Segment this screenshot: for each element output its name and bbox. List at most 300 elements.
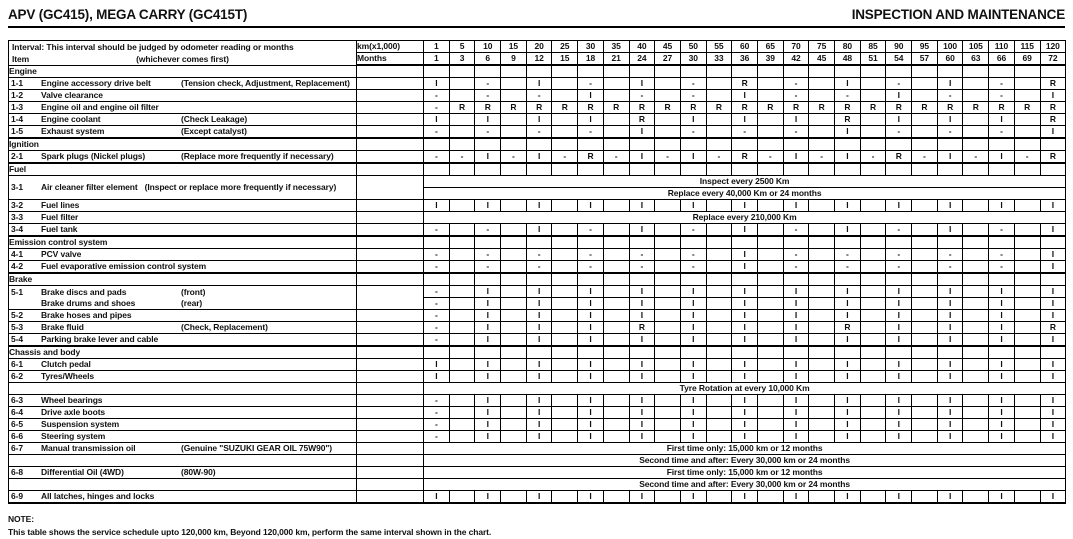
item-number: 4-1: [11, 249, 23, 259]
mark-cell: [963, 407, 989, 419]
km-value-cell: 115: [1014, 41, 1040, 53]
interval-spacer-cell: [357, 200, 424, 212]
mark-cell: I: [732, 310, 758, 322]
mark-cell: I: [835, 359, 861, 371]
mark-cell: [501, 286, 527, 298]
mark-cell: [501, 78, 527, 90]
interval-spacer-cell: [357, 212, 424, 224]
km-value-cell: 120: [1040, 41, 1066, 53]
mark-cell: [757, 286, 783, 298]
note-block: [8, 513, 1065, 539]
mark-cell: [603, 310, 629, 322]
mark-cell: [809, 359, 835, 371]
item-label-cell: [9, 467, 357, 479]
interval-spacer-cell: [357, 491, 424, 504]
mark-cell: [937, 65, 963, 78]
item-detail-paren: (80W-90): [181, 467, 216, 477]
item-number: 5-2: [11, 310, 23, 320]
mark-cell: [552, 273, 578, 286]
mark-cell: I: [1040, 249, 1066, 261]
mark-cell: [501, 359, 527, 371]
mark-cell: I: [680, 322, 706, 334]
mark-cell: [475, 65, 501, 78]
page-subtitle: INSPECTION AND MAINTENANCE: [851, 7, 1065, 22]
item-label-cell: [9, 114, 357, 126]
mark-cell: -: [629, 249, 655, 261]
mark-cell: [912, 359, 938, 371]
mark-cell: -: [989, 249, 1015, 261]
mark-cell: [835, 65, 861, 78]
merged-note-row: [9, 455, 1066, 467]
interval-note-line2: [9, 53, 356, 65]
mark-cell: [449, 298, 475, 310]
item-label-cell: [9, 310, 357, 322]
mark-cell: I: [526, 334, 552, 347]
mark-cell: I: [526, 286, 552, 298]
mark-cell: -: [835, 261, 861, 274]
item-number: 3-3: [11, 212, 23, 222]
km-value-cell: 70: [783, 41, 809, 53]
mark-cell: [912, 334, 938, 347]
mark-cell: -: [886, 249, 912, 261]
mark-cell: I: [526, 491, 552, 504]
mark-cell: I: [886, 334, 912, 347]
item-label-line: [9, 431, 356, 442]
mark-cell: [860, 431, 886, 443]
mark-cell: -: [424, 407, 450, 419]
mark-cell: I: [1040, 334, 1066, 347]
mark-cell: -: [424, 322, 450, 334]
mark-cell: [475, 163, 501, 176]
mark-cell: [1014, 407, 1040, 419]
mark-cell: I: [526, 322, 552, 334]
mark-cell: [680, 273, 706, 286]
merged-note-row: [9, 383, 1066, 395]
mark-cell: I: [835, 310, 861, 322]
mark-cell: [1014, 163, 1040, 176]
mark-cell: -: [424, 249, 450, 261]
mark-cell: I: [783, 395, 809, 407]
mark-cell: R: [783, 102, 809, 114]
mark-cell: [757, 431, 783, 443]
month-value-cell: 60: [937, 53, 963, 66]
item-label-line: [9, 322, 356, 333]
mark-cell: [835, 236, 861, 249]
mark-cell: [501, 407, 527, 419]
mark-cell: [629, 163, 655, 176]
mark-cell: [603, 138, 629, 151]
item-number: 1-4: [11, 114, 23, 124]
mark-cell: I: [424, 114, 450, 126]
mark-cell: [706, 310, 732, 322]
mark-cell: [835, 163, 861, 176]
mark-cell: [552, 346, 578, 359]
item-label-cell: [9, 249, 357, 261]
mark-cell: [963, 346, 989, 359]
mark-cell: I: [886, 407, 912, 419]
mark-cell: -: [578, 261, 604, 274]
item-label-line: [9, 249, 356, 260]
mark-cell: [809, 163, 835, 176]
mark-cell: [757, 371, 783, 383]
mark-cell: [629, 236, 655, 249]
mark-cell: [963, 298, 989, 310]
interval-spacer-cell: [357, 322, 424, 334]
mark-cell: [860, 78, 886, 90]
mark-cell: [603, 200, 629, 212]
mark-cell: [603, 334, 629, 347]
item-row: [9, 151, 1066, 164]
mark-cell: [886, 273, 912, 286]
mark-cell: [1014, 431, 1040, 443]
mark-cell: I: [835, 491, 861, 504]
item-name: Differential Oil (4WD): [41, 467, 124, 477]
mark-cell: I: [989, 371, 1015, 383]
mark-cell: I: [1040, 371, 1066, 383]
mark-cell: [655, 126, 681, 139]
item-label-line: [9, 102, 356, 113]
mark-cell: I: [629, 310, 655, 322]
mark-cell: R: [680, 102, 706, 114]
mark-cell: I: [783, 310, 809, 322]
mark-cell: I: [578, 359, 604, 371]
mark-cell: I: [629, 126, 655, 139]
mark-cell: [912, 224, 938, 237]
mark-cell: [680, 163, 706, 176]
mark-cell: I: [835, 151, 861, 164]
item-label-cell: [9, 334, 357, 347]
mark-cell: [449, 78, 475, 90]
mark-cell: I: [783, 114, 809, 126]
mark-cell: [989, 163, 1015, 176]
mark-cell: [963, 419, 989, 431]
mark-cell: [706, 286, 732, 298]
mark-cell: [860, 322, 886, 334]
mark-cell: I: [732, 431, 758, 443]
mark-cell: [655, 298, 681, 310]
mark-cell: [1014, 200, 1040, 212]
item-detail-paren: (Tension check, Adjustment, Replacement): [181, 78, 350, 88]
mark-cell: I: [1040, 310, 1066, 322]
mark-cell: I: [732, 371, 758, 383]
mark-cell: [501, 491, 527, 504]
merged-note-cell: Replace every 210,000 Km: [424, 212, 1066, 224]
month-value-cell: 54: [886, 53, 912, 66]
mark-cell: [603, 78, 629, 90]
mark-cell: I: [526, 419, 552, 431]
item-name: Engine accessory drive belt: [41, 78, 151, 88]
mark-cell: -: [629, 261, 655, 274]
mark-cell: I: [937, 371, 963, 383]
interval-spacer-cell: [357, 407, 424, 419]
month-value-cell: 57: [912, 53, 938, 66]
mark-cell: [449, 371, 475, 383]
mark-cell: -: [860, 151, 886, 164]
interval-spacer-cell: [357, 359, 424, 371]
mark-cell: I: [732, 407, 758, 419]
km-value-cell: 110: [989, 41, 1015, 53]
mark-cell: I: [578, 286, 604, 298]
interval-spacer-cell: [357, 419, 424, 431]
mark-cell: R: [835, 114, 861, 126]
mark-cell: -: [424, 102, 450, 114]
mark-cell: [449, 322, 475, 334]
mark-cell: I: [680, 491, 706, 504]
mark-cell: [603, 359, 629, 371]
item-name: Clutch pedal: [41, 359, 91, 369]
item-label-cell: [9, 200, 357, 212]
mark-cell: [912, 431, 938, 443]
mark-cell: [655, 491, 681, 504]
mark-cell: I: [937, 310, 963, 322]
month-value-cell: 39: [757, 53, 783, 66]
mark-cell: [886, 236, 912, 249]
mark-cell: [809, 236, 835, 249]
mark-cell: I: [1040, 126, 1066, 139]
mark-cell: [655, 65, 681, 78]
mark-cell: [860, 236, 886, 249]
mark-cell: I: [424, 371, 450, 383]
mark-cell: I: [783, 298, 809, 310]
item-label-cell: [9, 443, 357, 455]
mark-cell: I: [578, 371, 604, 383]
mark-cell: I: [578, 200, 604, 212]
mark-cell: [912, 286, 938, 298]
item-detail-paren: (Replace more frequently if necessary): [181, 151, 334, 161]
mark-cell: [783, 273, 809, 286]
mark-cell: I: [783, 359, 809, 371]
mark-cell: I: [783, 407, 809, 419]
item-row: [9, 261, 1066, 274]
mark-cell: I: [629, 359, 655, 371]
mark-cell: [424, 236, 450, 249]
mark-cell: I: [835, 298, 861, 310]
mark-cell: -: [526, 261, 552, 274]
mark-cell: [655, 419, 681, 431]
mark-cell: I: [1040, 395, 1066, 407]
mark-cell: I: [680, 114, 706, 126]
mark-cell: [706, 334, 732, 347]
mark-cell: I: [937, 78, 963, 90]
mark-cell: [424, 273, 450, 286]
mark-cell: I: [1040, 359, 1066, 371]
mark-cell: [912, 236, 938, 249]
item-detail-paren: (Check, Replacement): [181, 322, 268, 332]
interval-spacer-cell: [357, 65, 424, 78]
item-column-label: Item: [12, 53, 30, 64]
mark-cell: [757, 78, 783, 90]
mark-cell: [757, 90, 783, 102]
item-name: Suspension system: [41, 419, 120, 429]
mark-cell: [655, 273, 681, 286]
mark-cell: [912, 261, 938, 274]
mark-cell: [552, 298, 578, 310]
mark-cell: [603, 65, 629, 78]
mark-cell: [475, 273, 501, 286]
mark-cell: [680, 346, 706, 359]
item-row: [9, 102, 1066, 114]
mark-cell: I: [989, 298, 1015, 310]
mark-cell: [809, 65, 835, 78]
mark-cell: [1014, 90, 1040, 102]
mark-cell: [603, 395, 629, 407]
mark-cell: [552, 114, 578, 126]
mark-cell: [449, 431, 475, 443]
mark-cell: [424, 346, 450, 359]
mark-cell: [963, 65, 989, 78]
mark-cell: I: [680, 334, 706, 347]
item-number: 3-1: [11, 182, 23, 192]
mark-cell: [603, 371, 629, 383]
mark-cell: [706, 90, 732, 102]
mark-cell: I: [835, 431, 861, 443]
mark-cell: I: [475, 359, 501, 371]
item-row: [9, 78, 1066, 90]
mark-cell: I: [526, 200, 552, 212]
mark-cell: I: [526, 310, 552, 322]
item-number: 6-2: [11, 371, 23, 381]
mark-cell: [963, 431, 989, 443]
mark-cell: [552, 261, 578, 274]
mark-cell: I: [680, 407, 706, 419]
mark-cell: [706, 371, 732, 383]
mark-cell: [552, 90, 578, 102]
mark-cell: [706, 407, 732, 419]
mark-cell: [501, 273, 527, 286]
mark-cell: [912, 419, 938, 431]
mark-cell: I: [629, 151, 655, 164]
section-row: [9, 65, 1066, 78]
mark-cell: I: [629, 371, 655, 383]
mark-cell: [1014, 65, 1040, 78]
mark-cell: I: [475, 491, 501, 504]
item-label-line: [9, 455, 356, 466]
mark-cell: [603, 236, 629, 249]
mark-cell: -: [655, 151, 681, 164]
mark-cell: I: [886, 491, 912, 504]
item-label-line: [9, 419, 356, 430]
item-label-line: [9, 467, 356, 478]
merged-note-cell: Second time and after: Every 30,000 km or 24 months: [424, 455, 1066, 467]
mark-cell: [809, 346, 835, 359]
mark-cell: I: [680, 200, 706, 212]
item-row: [9, 334, 1066, 347]
item-label-cell: [9, 407, 357, 419]
mark-cell: R: [1040, 151, 1066, 164]
note-label: NOTE:: [8, 514, 34, 524]
mark-cell: [937, 163, 963, 176]
mark-cell: [1014, 419, 1040, 431]
mark-cell: [912, 138, 938, 151]
item-label-line: [9, 443, 356, 454]
mark-cell: I: [629, 78, 655, 90]
mark-cell: [989, 236, 1015, 249]
mark-cell: [526, 163, 552, 176]
item-row: [9, 249, 1066, 261]
mark-cell: R: [989, 102, 1015, 114]
mark-cell: -: [886, 78, 912, 90]
mark-cell: [706, 431, 732, 443]
mark-cell: [860, 371, 886, 383]
mark-cell: I: [629, 200, 655, 212]
mark-cell: -: [989, 224, 1015, 237]
mark-cell: I: [680, 298, 706, 310]
mark-cell: I: [526, 224, 552, 237]
mark-cell: I: [629, 419, 655, 431]
mark-cell: [963, 395, 989, 407]
mark-cell: I: [475, 334, 501, 347]
mark-cell: [757, 346, 783, 359]
item-name: Tyres/Wheels: [41, 371, 94, 381]
merged-note-cell: Second time and after: Every 30,000 km or 24 months: [424, 479, 1066, 491]
mark-cell: [963, 273, 989, 286]
mark-cell: I: [886, 286, 912, 298]
mark-cell: [1040, 163, 1066, 176]
mark-cell: I: [475, 419, 501, 431]
item-label-cell: [9, 224, 357, 237]
month-value-cell: 15: [552, 53, 578, 66]
mark-cell: [757, 126, 783, 139]
item-label-cell: [9, 491, 357, 504]
mark-cell: [501, 261, 527, 274]
mark-cell: [706, 65, 732, 78]
item-name: Spark plugs (Nickel plugs): [41, 151, 146, 161]
mark-cell: I: [783, 419, 809, 431]
mark-cell: R: [475, 102, 501, 114]
mark-cell: [912, 78, 938, 90]
mark-cell: -: [886, 224, 912, 237]
mark-cell: I: [629, 407, 655, 419]
mark-cell: [655, 407, 681, 419]
km-value-cell: 85: [860, 41, 886, 53]
mark-cell: -: [526, 126, 552, 139]
mark-cell: [706, 200, 732, 212]
mark-cell: [963, 78, 989, 90]
mark-cell: I: [937, 298, 963, 310]
item-number: 6-7: [11, 443, 23, 453]
mark-cell: [1040, 138, 1066, 151]
mark-cell: [706, 224, 732, 237]
whichever-comes-first-label: (whichever comes first): [136, 53, 229, 64]
mark-cell: [706, 114, 732, 126]
mark-cell: [552, 200, 578, 212]
mark-cell: [809, 261, 835, 274]
item-detail-paren: (Except catalyst): [181, 126, 247, 136]
mark-cell: -: [501, 151, 527, 164]
month-value-cell: 51: [860, 53, 886, 66]
table-header: [9, 41, 1066, 66]
item-row: [9, 114, 1066, 126]
mark-cell: I: [937, 407, 963, 419]
mark-cell: [809, 224, 835, 237]
mark-cell: [1014, 298, 1040, 310]
mark-cell: [860, 126, 886, 139]
item-label-cell: [9, 395, 357, 407]
item-row: [9, 322, 1066, 334]
merged-note-cell: First time only: 15,000 km or 12 months: [424, 443, 1066, 455]
month-value-cell: 21: [603, 53, 629, 66]
mark-cell: [912, 114, 938, 126]
mark-cell: [757, 310, 783, 322]
mark-cell: R: [629, 114, 655, 126]
mark-cell: [860, 261, 886, 274]
mark-cell: I: [732, 261, 758, 274]
interval-spacer-cell: [357, 138, 424, 151]
km-value-cell: 10: [475, 41, 501, 53]
mark-cell: [603, 273, 629, 286]
mark-cell: [809, 310, 835, 322]
mark-cell: [501, 371, 527, 383]
